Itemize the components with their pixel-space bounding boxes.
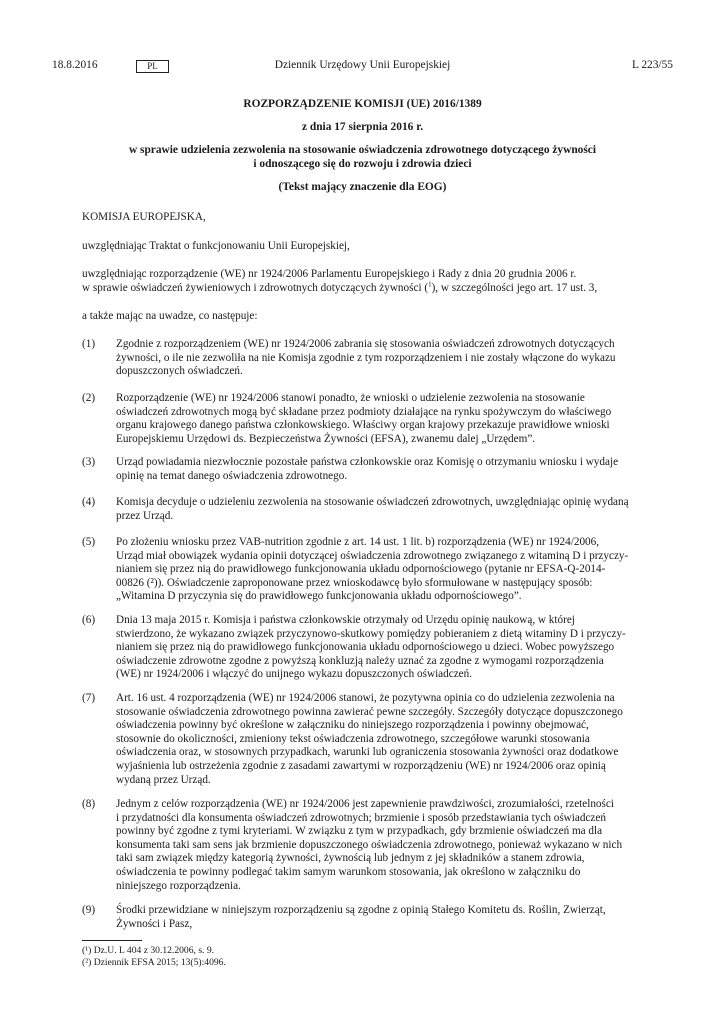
- recital-text: [116, 392, 673, 446]
- recital-line: oświadczenie zdrowotne zgodne z powyższą konkluzją należy uznać za zgodne z wymogami rozporządzenia: [116, 654, 604, 667]
- recital-line: Urząd powiadamia niezwłocznie pozostałe państwa członkowskie oraz Komisję o otrzymaniu wniosku i wydaje: [116, 456, 619, 468]
- page-header: [52, 59, 673, 75]
- recital-text: [116, 456, 673, 483]
- eea-relevance: (Tekst mający znaczenie dla EOG): [278, 181, 447, 193]
- recital-line: powinny być zgodne z tymi kryteriami. W związku z tym w przypadkach, gdy brzmienie oświadczeń ma dla: [116, 825, 603, 838]
- recital-line: stosowanie oświadczenia zdrowotnego powinna zawierać pewne szczegóły. Szczegóły dotyczące dopuszczonego: [116, 705, 623, 718]
- recital-number: (1): [82, 338, 96, 350]
- recital-line: dopuszczonych oświadczeń.: [116, 365, 243, 378]
- recital-line: 00826 (²)). Oświadczenie zaproponowane przez wnioskodawcę było sformułowane w następujący sposób:: [116, 576, 593, 589]
- recital-line: oświadczenia te powinny podlegać takim samym warunkom stosowania, jak określono w załączniku do: [116, 865, 581, 878]
- recital-line: przez Urząd.: [116, 509, 174, 522]
- recital-line: niniejszego rozporządzenia.: [116, 879, 241, 892]
- subject-line: i odnoszącego się do rozwoju i zdrowia dzieci: [253, 158, 472, 170]
- title-block: [52, 97, 673, 194]
- page-reference: L 223/55: [631, 59, 673, 71]
- recital-number: (4): [82, 496, 96, 508]
- recital-number: (8): [82, 798, 96, 810]
- footnote: (²) Dziennik EFSA 2015; 13(5):4096.: [82, 957, 226, 968]
- recital-line: nianiem się przez nią do prawidłowego funkcjonowania układu odpornościowego u dzieci. Wobec powyższego: [116, 641, 615, 654]
- regulation-subject: [52, 143, 673, 171]
- recital-number: (6): [82, 614, 96, 626]
- recital-text: [116, 536, 673, 604]
- publication-date: 18.8.2016: [52, 59, 98, 71]
- recital-line: Urząd miał obowiązek wydania opinii dotyczącej oświadczenia zdrowotnego związanego z witaminą D i przyczy-: [116, 549, 629, 562]
- recital-line: Art. 16 ust. 4 rozporządzenia (WE) nr 1924/2006 stanowi, że pozytywna opinia co do udzielenia zezwolenia na: [116, 692, 615, 704]
- footnote-ref: 1: [428, 279, 432, 288]
- recital-number: (5): [82, 536, 96, 548]
- recital-number: (9): [82, 904, 96, 916]
- recital-line: oświadczeń zdrowotnych mogą być składane przez podmioty działające na rynku spożywczym do właściwego: [116, 405, 612, 418]
- journal-title: Dziennik Urzędowy Unii Europejskiej: [274, 59, 451, 71]
- recital-line: nianiem się przez nią do prawidłowego funkcjonowania układu odpornościowego (pytanie nr EFSA-Q-2014-: [116, 563, 606, 576]
- recital-text: [116, 692, 673, 787]
- recital-line: organu krajowego danego państwa członkowskiego. Właściwy organ krajowy przekazuje prawidłowe wnioski: [116, 419, 610, 432]
- footnote: (¹) Dz.U. L 404 z 30.12.2006, s. 9.: [82, 945, 215, 956]
- recital-line: oświadczenia oraz, w stosownych przypadkach, warunki lub ograniczenia stosowania żywności oraz dodatkowe: [116, 746, 619, 759]
- recital-line: Dnia 13 maja 2015 r. Komisja i państwa członkowskie otrzymały od Urzędu opinię naukową, w której: [116, 614, 575, 626]
- recital-line: Żywności i Pasz,: [116, 917, 193, 930]
- recital-text: [116, 496, 673, 523]
- recital-text: [116, 798, 673, 893]
- recital-number: (2): [82, 392, 96, 404]
- recital-line: konsumenta taki sam sens jak brzmienie dopuszczonego oświadczenia zdrowotnego, ponieważ wykazano w nich: [116, 838, 623, 851]
- recital-line: opinię na temat danego oświadczenia zdrowotnego.: [116, 469, 348, 482]
- regulation-title: ROZPORZĄDZENIE KOMISJI (UE) 2016/1389: [243, 98, 482, 110]
- recital-line: (WE) nr 1924/2006 i włączyć do unijnego wykazu dopuszczonych oświadczeń.: [116, 668, 473, 681]
- recital-line: Rozporządzenie (WE) nr 1924/2006 stanowi ponadto, że wnioski o udzielenie zezwolenia na stosowanie: [116, 392, 585, 404]
- footnote-divider: [82, 940, 142, 941]
- preamble-line: w sprawie oświadczeń żywieniowych i zdrowotnych dotyczących żywności ($^1$), w szczególności jego art. 17 ust. 3,: [82, 279, 598, 294]
- regulation-date: z dnia 17 sierpnia 2016 r.: [301, 121, 424, 133]
- recital-text: [116, 904, 673, 931]
- recital-line: Po złożeniu wniosku przez VAB-nutrition zgodnie z art. 14 ust. 1 lit. b) rozporządzenia (WE) nr 1924/2006,: [116, 536, 600, 548]
- recital-line: Zgodnie z rozporządzeniem (WE) nr 1924/2006 zabrania się stosowania oświadczeń zdrowotnych dotyczących: [116, 338, 615, 350]
- recital-line: Środki przewidziane w niniejszym rozporządzeniu są zgodne z opinią Stałego Komitetu ds. Roślin, Zwierząt,: [116, 904, 606, 916]
- preamble-commission: KOMISJA EUROPEJSKA,: [82, 211, 206, 223]
- recital-line: taki sam związek między kategorią żywności, żywnością lub jednym z jej składników a stanem zdrowia,: [116, 852, 585, 865]
- preamble-line: uwzględniając rozporządzenie (WE) nr 1924/2006 Parlamentu Europejskiego i Rady z dnia 20 grudnia 2006 r.: [82, 268, 577, 280]
- preamble-treaty: uwzględniając Traktat o funkcjonowaniu Unii Europejskiej,: [82, 240, 350, 252]
- recital-text: [116, 338, 673, 379]
- language-badge: PL: [136, 60, 169, 73]
- recital-line: Europejskiemu Urzędowi ds. Bezpieczeństwa Żywności (EFSA), zwanemu dalej „Urzędem”.: [116, 432, 536, 445]
- subject-line: w sprawie udzielenia zezwolenia na stosowanie oświadczenia zdrowotnego dotyczącego żywności: [128, 144, 597, 156]
- recital-number: (3): [82, 456, 96, 468]
- recital-line: Komisja decyduje o udzieleniu zezwolenia na stosowanie oświadczeń zdrowotnych, uwzględniając opinię wydaną: [116, 496, 629, 508]
- preamble-regulation: [82, 268, 673, 295]
- recital-line: żywności, o ile nie zezwoliła na nie Komisja zgodnie z tym rozporządzeniem i nie zostały włączone do wykazu: [116, 351, 616, 364]
- recital-line: Jednym z celów rozporządzenia (WE) nr 1924/2006 jest zapewnienie prawdziwości, zrozumiałości, rzetelności: [116, 798, 614, 810]
- recital-line: „Witamina D przyczynia się do prawidłowego funkcjonowania układu odpornościowego”.: [116, 590, 522, 603]
- recital-line: i przydatności dla konsumenta oświadczeń zdrowotnych; brzmienie i sposób przedstawiania tych oświadczeń: [116, 811, 606, 824]
- preamble-whereas: a także mając na uwadze, co następuje:: [82, 310, 258, 322]
- recital-line: stwierdzono, że wykazano związek przyczynowo-skutkowy pomiędzy pobieraniem z dietą witaminy D i przyczy-: [116, 627, 626, 640]
- recital-line: stosownie do okoliczności, zmieniony tekst oświadczenia zdrowotnego, szczegółowe warunki stosowania: [116, 732, 590, 745]
- recital-line: oświadczenia powinny być określone w załączniku do niniejszego rozporządzenia i powinny obejmować,: [116, 719, 589, 732]
- recital-number: (7): [82, 692, 96, 704]
- recital-text: [116, 614, 673, 682]
- recital-line: wydaną przez Urząd.: [116, 773, 211, 786]
- recital-line: wyjaśnienia lub ostrzeżenia zgodnie z zasadami zawartymi w rozporządzeniu (WE) nr 1924/2006 oraz opinią: [116, 759, 606, 772]
